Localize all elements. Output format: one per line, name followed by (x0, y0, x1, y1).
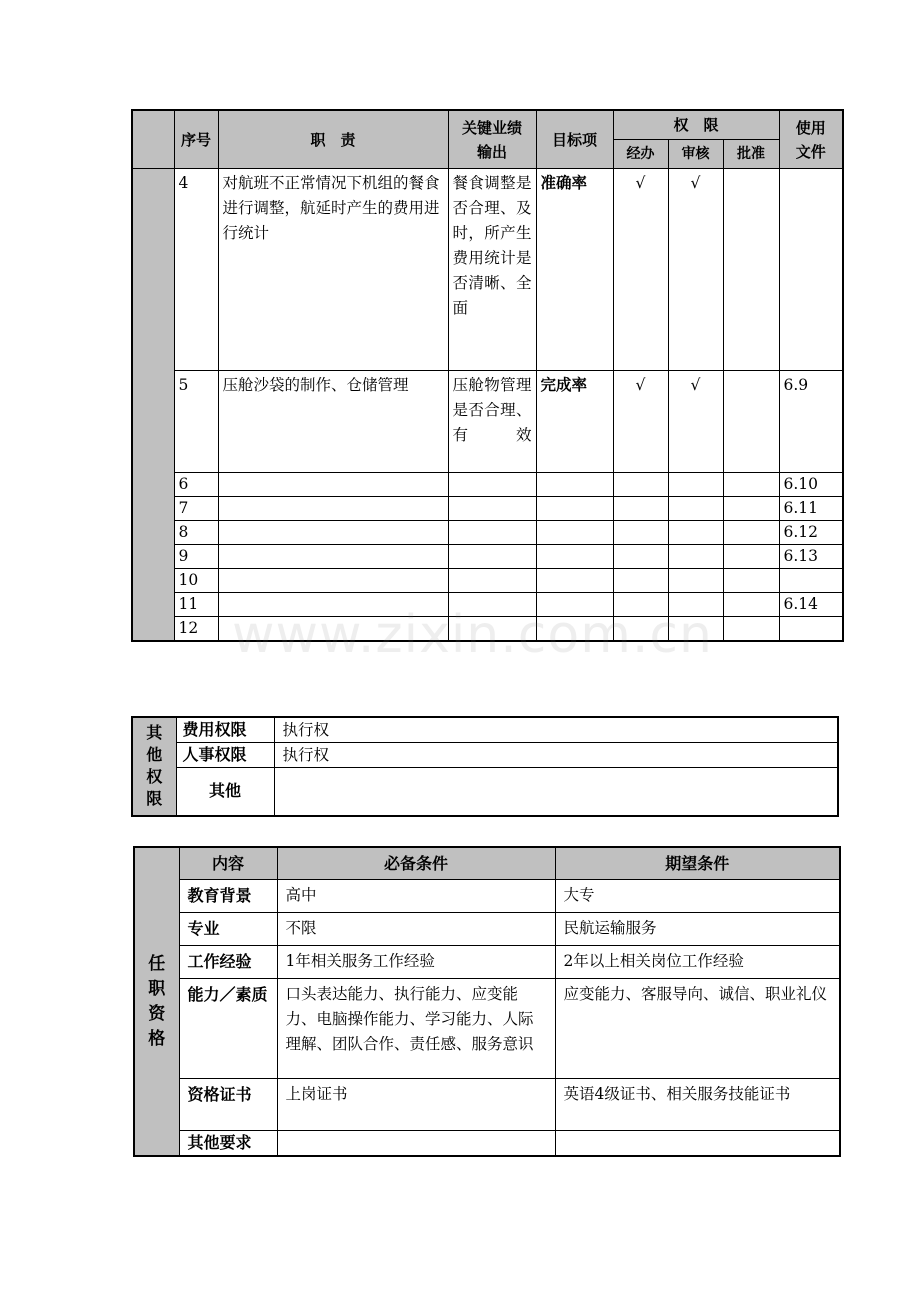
ability-label: 能力／素质 (179, 978, 277, 1078)
header-doc: 使用文件 (779, 110, 843, 169)
other-authority-value (274, 768, 838, 816)
header-kpi: 关键业绩输出 (448, 110, 536, 169)
watermark: www.zixin.com.cn (232, 605, 713, 665)
row-review-check: √ (668, 169, 723, 371)
row-approve (723, 371, 779, 473)
major-expected: 民航运输服务 (555, 912, 840, 945)
ability-expected: 应变能力、客服导向、诚信、职业礼仪 (555, 978, 840, 1078)
row-no: 11 (174, 593, 218, 617)
row-no: 4 (174, 169, 218, 371)
row-kpi: 压舱物管理是否合理、有效 (448, 371, 536, 473)
header-required: 必备条件 (277, 847, 555, 879)
duty-table (131, 109, 844, 642)
header-approve: 批准 (723, 140, 779, 169)
education-expected: 大专 (555, 879, 840, 912)
row-doc: 6.14 (779, 593, 843, 617)
personnel-authority-label: 人事权限 (176, 743, 274, 768)
experience-required: 1年相关服务工作经验 (277, 945, 555, 978)
certificate-label: 资格证书 (179, 1078, 277, 1130)
qualification-side-label: 任 职 资 格 (134, 847, 179, 1156)
education-required: 高中 (277, 879, 555, 912)
header-target: 目标项 (536, 110, 613, 169)
row-no: 7 (174, 497, 218, 521)
row-target: 准确率 (536, 169, 613, 371)
certificate-expected: 英语4级证书、相关服务技能证书 (555, 1078, 840, 1130)
certificate-required: 上岗证书 (277, 1078, 555, 1130)
header-review: 审核 (668, 140, 723, 169)
row-duty: 对航班不正常情况下机组的餐食进行调整，航延时产生的费用进行统计 (218, 169, 448, 371)
experience-expected: 2年以上相关岗位工作经验 (555, 945, 840, 978)
major-label: 专业 (179, 912, 277, 945)
row-no: 10 (174, 569, 218, 593)
row-duty: 压舱沙袋的制作、仓储管理 (218, 371, 448, 473)
row-no: 8 (174, 521, 218, 545)
other-requirements-required (277, 1130, 555, 1156)
row-target: 完成率 (536, 371, 613, 473)
row-handle-check: √ (613, 371, 668, 473)
major-required: 不限 (277, 912, 555, 945)
row-no: 12 (174, 617, 218, 642)
header-expected: 期望条件 (555, 847, 840, 879)
qualification-table (133, 846, 841, 1157)
row-no: 5 (174, 371, 218, 473)
row-kpi: 餐食调整是否合理、及时，所产生费用统计是否清晰、全面 (448, 169, 536, 371)
row-doc: 6.10 (779, 473, 843, 497)
row-no: 9 (174, 545, 218, 569)
row-doc: 6.13 (779, 545, 843, 569)
header-handle: 经办 (613, 140, 668, 169)
row-doc: 6.9 (779, 371, 843, 473)
row-doc (779, 569, 843, 593)
header-content: 内容 (179, 847, 277, 879)
expense-authority-value: 执行权 (274, 717, 838, 743)
other-requirements-expected (555, 1130, 840, 1156)
row-doc: 6.12 (779, 521, 843, 545)
row-doc (779, 617, 843, 642)
education-label: 教育背景 (179, 879, 277, 912)
duty-table-header-side (132, 110, 174, 169)
other-authority-label: 其他 (176, 768, 274, 816)
other-requirements-label: 其他要求 (179, 1130, 277, 1156)
personnel-authority-value: 执行权 (274, 743, 838, 768)
other-authority-table (131, 716, 839, 817)
experience-label: 工作经验 (179, 945, 277, 978)
header-seq: 序号 (174, 110, 218, 169)
expense-authority-label: 费用权限 (176, 717, 274, 743)
ability-required: 口头表达能力、执行能力、应变能力、电脑操作能力、学习能力、人际理解、团队合作、责任感、服务意识 (277, 978, 555, 1078)
row-review-check: √ (668, 371, 723, 473)
row-doc: 6.11 (779, 497, 843, 521)
header-duty: 职 责 (218, 110, 448, 169)
row-approve (723, 169, 779, 371)
row-no: 6 (174, 473, 218, 497)
row-doc (779, 169, 843, 371)
row-handle-check: √ (613, 169, 668, 371)
header-authority: 权 限 (613, 110, 779, 140)
duty-table-side-column (132, 169, 174, 642)
other-authority-side-label: 其 他 权 限 (132, 717, 176, 816)
